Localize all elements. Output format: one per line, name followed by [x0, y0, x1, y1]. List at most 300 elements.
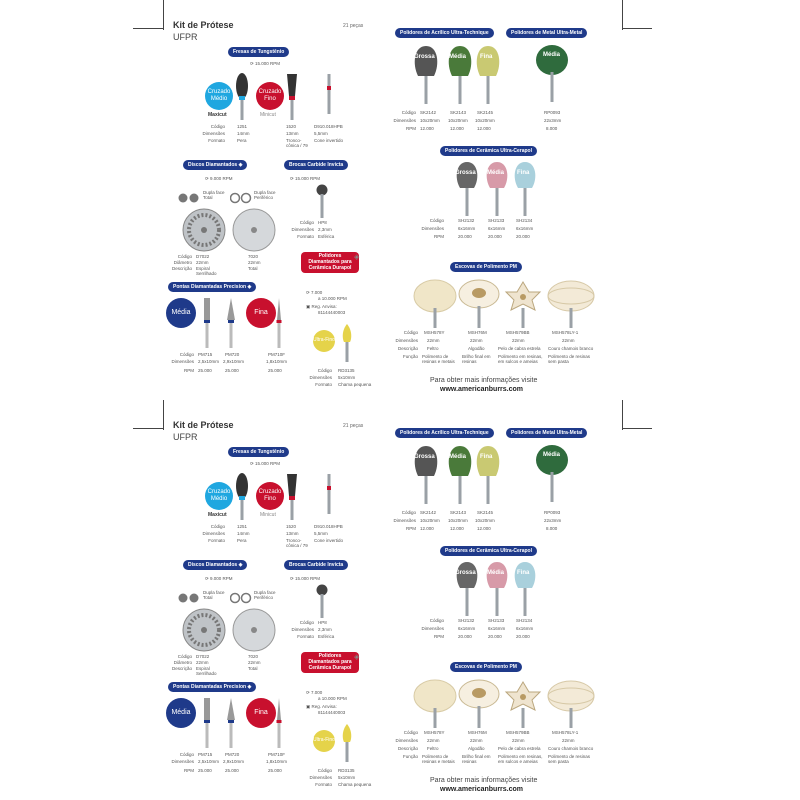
esc-dim-0: 22mm — [427, 738, 440, 743]
prec-codigo-0: PM715 — [198, 752, 213, 757]
label-rpm: RPM — [184, 768, 194, 773]
badge-cruzado-fino: Cruzado Fino — [256, 482, 284, 510]
anvisa-label: ▣ Reg. Anvisa: — [306, 704, 337, 709]
badge-media: Média — [166, 698, 196, 728]
brush-felt-icon — [412, 278, 458, 328]
diamond-logo-icon: ◈ — [354, 254, 360, 261]
label-dimensoes: Dimensões — [421, 226, 444, 231]
cer-dim-2: 6x16mm — [516, 226, 534, 231]
esc-dim-0: 22mm — [427, 338, 440, 343]
disc-desc-1: Total — [248, 666, 258, 671]
ceramic-grade-grossa: Grossa — [455, 570, 476, 576]
cer-codigo-1: SH2133 — [488, 618, 505, 623]
esc-dim-3: 22mm — [562, 738, 575, 743]
section-header-precision — [168, 282, 256, 292]
ceramic-polisher-grossa-icon — [452, 160, 482, 216]
page-title: Kit de Prótese — [173, 420, 234, 430]
tung-dim-2: 5,5mm — [314, 531, 328, 536]
rpm-durapol-high: a 10.000 RPM — [318, 296, 347, 301]
label-codigo: Código — [317, 768, 332, 773]
label-codigo: Código — [403, 730, 418, 735]
acr-dim-3: 22x3mm — [544, 118, 562, 123]
disc-dim-0: 22mm — [196, 260, 209, 265]
esc-func-3: Polimento de resinas sem pasta — [548, 354, 591, 364]
label-dimensoes: Dimensões — [309, 375, 332, 380]
acr-dim-1: 10x20mm — [448, 118, 468, 123]
cer-dim-2: 6x16mm — [516, 626, 534, 631]
grade-media: Média — [449, 454, 467, 460]
crop-mark — [622, 0, 623, 30]
label-codigo: Código — [429, 218, 444, 223]
polisher-grossa-icon — [410, 44, 442, 104]
rpm-discos: ⟳ 9.000 RPM — [205, 176, 233, 181]
section-header-tungstenio: Fresas de Tungstênio — [228, 447, 289, 457]
rpm-tungstenio: ⟳ 15.000 RPM — [250, 461, 281, 466]
rpm-discos: ⟳ 9.000 RPM — [205, 576, 233, 581]
acr-rpm-1: 12.000 — [450, 126, 464, 131]
tung-codigo-1: 1520 — [286, 124, 297, 129]
double-face-peripheral-icon — [230, 192, 252, 204]
label-codigo: Código — [401, 510, 416, 515]
section-header-text: Discos Diamantados — [188, 162, 238, 168]
acr-dim-3: 22x3mm — [544, 518, 562, 523]
label-rpm: RPM — [434, 234, 444, 239]
label-rpm: RPM — [406, 526, 416, 531]
section-header-carbide: Brocas Carbide Invicta — [284, 560, 348, 570]
bur-inverted-cone-icon — [322, 72, 336, 120]
esc-dim-2: 22mm — [512, 338, 525, 343]
diamond-point-tapered-icon — [224, 296, 238, 348]
carbide-formato: Esférica — [318, 234, 335, 239]
section-header-carbide: Brocas Carbide Invicta — [284, 160, 348, 170]
tung-formato-0: Pera — [237, 138, 247, 143]
label-descricao: Descrição — [171, 666, 192, 671]
esc-desc-2: Pelo de cabra estrela — [498, 746, 541, 751]
section-header-acrilico: Polidores de Acrílico Ultra-Technique — [395, 428, 494, 438]
section-header-acrilico: Polidores de Acrílico Ultra-Technique — [395, 28, 494, 38]
ceramic-polisher-fina-icon — [510, 160, 540, 216]
esc-codigo-2: MSH579BB — [506, 730, 530, 735]
esc-desc-0: Feltro — [427, 346, 439, 351]
acr-dim-2: 10x20mm — [475, 118, 495, 123]
bur-tapered-icon — [283, 472, 301, 520]
diamond-point-needle-icon — [272, 696, 286, 748]
rpm-value: 15.000 RPM — [255, 461, 281, 466]
polisher-grossa-icon — [410, 444, 442, 504]
ceramic-grade-media: Média — [487, 570, 505, 576]
label-dupla-periferico: Dupla face Periférico — [254, 590, 276, 600]
label-codigo: Código — [179, 352, 194, 357]
esc-codigo-3: MSH578LY-1 — [552, 330, 579, 335]
website-link[interactable]: www.americanburrs.com — [440, 386, 523, 393]
acr-codigo-1: SK2143 — [450, 510, 467, 515]
anvisa-label: ▣ Reg. Anvisa: — [306, 304, 337, 309]
cer-rpm-0: 20.000 — [458, 234, 472, 239]
crop-mark — [622, 428, 652, 429]
label-dimensoes: Dimensões — [393, 118, 416, 123]
rpm-value: 15.000 RPM — [295, 176, 321, 181]
label-funcao: Função — [402, 754, 418, 759]
rpm-durapol: ⟳ 7.000 — [306, 290, 323, 295]
label-rpm: RPM — [406, 126, 416, 131]
label-codigo: Código — [177, 254, 192, 259]
section-header-durapol: Polidores Diamantados para Cerâmica Durapol — [301, 652, 359, 673]
label-formato: Formato — [315, 382, 332, 387]
section-header-escovas: Escovas de Polimento PM — [450, 262, 522, 272]
carbide-dim: 2,3mm — [318, 227, 332, 232]
tung-formato-2: Cone invertido — [314, 538, 344, 543]
section-header-discos — [183, 160, 247, 170]
page-title: Kit de Prótese — [173, 20, 234, 30]
prec-codigo-2: PM710F — [268, 752, 286, 757]
esc-func-0: Polimento de resinas e metais — [422, 754, 455, 764]
label-codigo: Código — [299, 620, 314, 625]
tung-codigo-0: 1251 — [237, 124, 248, 129]
label-dimensoes: Dimensões — [421, 626, 444, 631]
acr-codigo-2: SK2145 — [477, 510, 494, 515]
prec-rpm-1: 25.000 — [225, 768, 239, 773]
esc-func-3: Polimento de resinas sem pasta — [548, 754, 591, 764]
crop-mark — [163, 0, 164, 30]
durapol-formato: Chama pequena — [338, 382, 372, 387]
grade-media-metal: Média — [543, 452, 561, 458]
cer-codigo-1: SH2133 — [488, 218, 505, 223]
disc-codigo-1: 7020 — [248, 254, 259, 259]
info-text: Para obter mais informações visite — [430, 377, 538, 384]
carbide-ball-bur-icon — [315, 182, 329, 218]
disc-serrated-icon — [182, 608, 226, 652]
rpm-durapol: ⟳ 7.000 — [306, 690, 323, 695]
esc-codigo-0: MSH578Y — [424, 730, 445, 735]
acr-dim-0: 10x20mm — [420, 518, 440, 523]
bur-inverted-cone-icon — [322, 472, 336, 520]
label-dimensoes: Dimensões — [202, 131, 225, 136]
esc-codigo-0: MSH578Y — [424, 330, 445, 335]
esc-codigo-1: MSH76M — [468, 330, 487, 335]
polisher-fina-icon — [472, 44, 504, 104]
metal-polisher-wheel-icon — [534, 442, 570, 502]
label-formato: Formato — [297, 634, 314, 639]
acr-dim-0: 10x20mm — [420, 118, 440, 123]
carbide-codigo: HP8 — [318, 620, 327, 625]
label-codigo: Código — [317, 368, 332, 373]
label-dimensoes: Dimensões — [171, 759, 194, 764]
brush-chamois-icon — [546, 278, 596, 328]
acr-rpm-0: 12.000 — [420, 126, 434, 131]
cer-dim-0: 6x16mm — [458, 626, 476, 631]
crop-mark — [133, 428, 163, 429]
acr-codigo-1: SK2143 — [450, 110, 467, 115]
tung-dim-0: 14mm — [237, 531, 250, 536]
esc-desc-2: Pelo de cabra estrela — [498, 346, 541, 351]
prec-rpm-0: 25.000 — [198, 368, 212, 373]
diamond-logo-icon: ◈ — [247, 284, 252, 290]
section-header-precision — [168, 682, 256, 692]
label-rpm: RPM — [434, 634, 444, 639]
carbide-ball-bur-icon — [315, 582, 329, 618]
diamond-point-icon — [200, 296, 214, 348]
acr-rpm-0: 12.000 — [420, 526, 434, 531]
acr-rpm-3: 8.000 — [546, 126, 558, 131]
ceramic-polisher-media-icon — [482, 560, 512, 616]
ceramic-grade-grossa: Grossa — [455, 170, 476, 176]
durapol-formato: Chama pequena — [338, 782, 372, 787]
esc-desc-0: Feltro — [427, 746, 439, 751]
cer-rpm-1: 20.000 — [488, 634, 502, 639]
esc-dim-3: 22mm — [562, 338, 575, 343]
badge-name-minicut: Minicut — [260, 512, 276, 518]
label-dimensoes: Dimensões — [309, 775, 332, 780]
tung-formato-1: Tronco-cônica / 79 — [286, 138, 308, 148]
rpm-value: 9.000 RPM — [210, 576, 233, 581]
esc-dim-1: 22mm — [470, 738, 483, 743]
prec-rpm-1: 25.000 — [225, 368, 239, 373]
anvisa-number: 81144440003 — [318, 310, 346, 315]
grade-media-metal: Média — [543, 52, 561, 58]
website-link[interactable]: www.americanburrs.com — [440, 786, 523, 793]
cer-codigo-2: SH2134 — [516, 618, 533, 623]
badge-ultra-fino: Ultra-Fino — [313, 330, 335, 352]
disc-dim-0: 22mm — [196, 660, 209, 665]
esc-codigo-2: MSH579BB — [506, 330, 530, 335]
acr-rpm-2: 12.000 — [477, 126, 491, 131]
disc-desc-0: Espiral Serrilhado — [196, 266, 217, 276]
disc-desc-0: Espiral Serrilhado — [196, 666, 217, 676]
cer-dim-1: 6x16mm — [488, 226, 506, 231]
section-header-text: Discos Diamantados — [188, 562, 238, 568]
badge-fina: Fina — [246, 298, 276, 328]
label-descricao: Descrição — [397, 346, 418, 351]
double-face-total-icon — [178, 192, 200, 204]
badge-ultra-fino: Ultra-Fino — [313, 730, 335, 752]
section-header-metal: Polidores de Metal Ultra-Metal — [506, 428, 587, 438]
label-formato: Formato — [315, 782, 332, 787]
tung-codigo-1: 1520 — [286, 524, 297, 529]
rpm-value: 9.000 RPM — [210, 176, 233, 181]
rpm-carbide: ⟳ 15.000 RPM — [290, 176, 321, 181]
diamond-point-tapered-icon — [224, 696, 238, 748]
disc-codigo-1: 7020 — [248, 654, 259, 659]
label-dupla-periferico: Dupla face Periférico — [254, 190, 276, 200]
section-header-tungstenio: Fresas de Tungstênio — [228, 47, 289, 57]
rpm-carbide: ⟳ 15.000 RPM — [290, 576, 321, 581]
tung-formato-0: Pera — [237, 538, 247, 543]
label-descricao: Descrição — [171, 266, 192, 271]
prec-dim-2: 1,8x10mm — [266, 759, 288, 764]
cer-rpm-1: 20.000 — [488, 234, 502, 239]
label-formato: Formato — [297, 234, 314, 239]
metal-polisher-wheel-icon — [534, 42, 570, 102]
bur-tapered-icon — [283, 72, 301, 120]
grade-fina: Fina — [480, 54, 493, 60]
rpm-tungstenio: ⟳ 15.000 RPM — [250, 61, 281, 66]
tung-formato-1: Tronco-cônica / 79 — [286, 538, 308, 548]
badge-media: Média — [166, 298, 196, 328]
ceramic-grade-media: Média — [487, 170, 505, 176]
esc-codigo-3: MSH578LY-1 — [552, 730, 579, 735]
label-dimensoes: Dimensões — [395, 338, 418, 343]
cer-codigo-2: SH2134 — [516, 218, 533, 223]
polisher-fina-icon — [472, 444, 504, 504]
brush-felt-icon — [412, 678, 458, 728]
label-dimensoes: Dimensões — [171, 359, 194, 364]
durapol-dim: 5x10mm — [338, 775, 356, 780]
bur-pear-icon — [233, 472, 251, 520]
cer-dim-1: 6x16mm — [488, 626, 506, 631]
grade-media: Média — [449, 54, 467, 60]
ceramic-grade-fina: Fina — [517, 170, 530, 176]
esc-desc-3: Couro chamois branco — [548, 346, 594, 351]
esc-desc-1: Algodão — [468, 346, 485, 351]
disc-codigo-0: D7022 — [196, 254, 210, 259]
label-codigo: Código — [179, 752, 194, 757]
esc-func-2: Polimento em resinas, em sulcos e ameias — [498, 754, 543, 764]
diamond-point-needle-icon — [272, 296, 286, 348]
acr-codigo-3: RP0093 — [544, 110, 561, 115]
piece-count: 21 peças — [343, 23, 364, 29]
diamond-point-icon — [200, 696, 214, 748]
disc-serrated-icon — [182, 208, 226, 252]
prec-rpm-2: 25.000 — [268, 768, 282, 773]
tung-codigo-2: D910.018HPB — [314, 524, 343, 529]
acr-codigo-2: SK2145 — [477, 110, 494, 115]
acr-dim-1: 10x20mm — [448, 518, 468, 523]
disc-codigo-0: D7022 — [196, 654, 210, 659]
durapol-dim: 5x10mm — [338, 375, 356, 380]
disc-desc-1: Total — [248, 266, 258, 271]
prec-dim-1: 2,9x10mm — [223, 759, 245, 764]
label-dupla-total: Dupla face Total — [203, 590, 225, 600]
section-header-escovas: Escovas de Polimento PM — [450, 662, 522, 672]
brush-goat-hair-star-icon — [500, 678, 546, 728]
esc-func-2: Polimento em resinas, em sulcos e ameias — [498, 354, 543, 364]
rpm-value: 15.000 RPM — [255, 61, 281, 66]
label-codigo: Código — [299, 220, 314, 225]
prec-codigo-1: PM720 — [225, 352, 240, 357]
tung-dim-2: 5,5mm — [314, 131, 328, 136]
page-subtitle: UFPR — [173, 32, 198, 42]
disc-total-icon — [232, 208, 276, 252]
diamond-logo-icon: ◈ — [354, 654, 360, 661]
page-subtitle: UFPR — [173, 432, 198, 442]
badge-fina: Fina — [246, 698, 276, 728]
label-codigo: Código — [177, 654, 192, 659]
acr-codigo-3: RP0093 — [544, 510, 561, 515]
grade-grossa: Grossa — [414, 54, 435, 60]
anvisa-label-text: Reg. Anvisa: — [311, 304, 337, 309]
anvisa-number: 81144440003 — [318, 710, 346, 715]
esc-func-0: Polimento de resinas e metais — [422, 354, 455, 364]
tung-codigo-0: 1251 — [237, 524, 248, 529]
esc-codigo-1: MSH76M — [468, 730, 487, 735]
label-codigo: Código — [403, 330, 418, 335]
acr-dim-2: 10x20mm — [475, 518, 495, 523]
carbide-codigo: HP8 — [318, 220, 327, 225]
disc-dim-1: 22mm — [248, 660, 261, 665]
section-header-ceramica: Polidores de Cerâmica Ultra-Cerapol — [440, 146, 537, 156]
section-header-discos — [183, 560, 247, 570]
badge-name-maxicut: Maxicut — [208, 112, 227, 118]
cer-codigo-0: SH2132 — [458, 218, 475, 223]
label-rpm: RPM — [184, 368, 194, 373]
diamond-logo-icon: ◈ — [247, 684, 252, 690]
esc-func-1: Brilho final em resinas — [462, 754, 491, 764]
esc-func-1: Brilho final em resinas — [462, 354, 491, 364]
carbide-formato: Esférica — [318, 634, 335, 639]
crop-mark — [133, 28, 163, 29]
acr-rpm-3: 8.000 — [546, 526, 558, 531]
diamond-logo-icon: ◈ — [238, 562, 243, 568]
brush-goat-hair-star-icon — [500, 278, 546, 328]
label-codigo: Código — [210, 124, 225, 129]
label-codigo: Código — [429, 618, 444, 623]
acr-codigo-0: SK2142 — [420, 510, 437, 515]
cer-codigo-0: SH2132 — [458, 618, 475, 623]
piece-count: 21 peças — [343, 423, 364, 429]
tung-codigo-2: D910.018HPB — [314, 124, 343, 129]
label-dimensoes: Dimensões — [291, 627, 314, 632]
cer-rpm-2: 20.000 — [516, 234, 530, 239]
badge-cruzado-fino: Cruzado Fino — [256, 82, 284, 110]
durapol-codigo: RD3135 — [338, 768, 355, 773]
label-codigo: Código — [401, 110, 416, 115]
acr-rpm-2: 12.000 — [477, 526, 491, 531]
anvisa-label-text: Reg. Anvisa: — [311, 704, 337, 709]
ceramic-polisher-media-icon — [482, 160, 512, 216]
prec-dim-2: 1,8x10mm — [266, 359, 288, 364]
rpm-value-low: 7.000 — [311, 690, 323, 695]
diamond-logo-icon: ◈ — [238, 162, 243, 168]
esc-desc-1: Algodão — [468, 746, 485, 751]
label-formato: Formato — [208, 538, 225, 543]
rpm-durapol-high: a 10.000 RPM — [318, 696, 347, 701]
section-header-metal: Polidores de Metal Ultra-Metal — [506, 28, 587, 38]
prec-dim-0: 2,5x10mm — [198, 359, 220, 364]
section-header-durapol: Polidores Diamantados para Cerâmica Durapol — [301, 252, 359, 273]
crop-mark — [163, 400, 164, 430]
prec-rpm-2: 25.000 — [268, 368, 282, 373]
double-face-total-icon — [178, 592, 200, 604]
durapol-codigo: RD3135 — [338, 368, 355, 373]
prec-dim-1: 2,9x10mm — [223, 359, 245, 364]
badge-cruzado-medio: Cruzado Médio — [205, 82, 233, 110]
double-face-peripheral-icon — [230, 592, 252, 604]
tung-dim-0: 14mm — [237, 131, 250, 136]
prec-codigo-1: PM720 — [225, 752, 240, 757]
ceramic-polisher-fina-icon — [510, 560, 540, 616]
info-text: Para obter mais informações visite — [430, 777, 538, 784]
section-header-text: Pontas Diamantadas Precision — [173, 284, 247, 290]
esc-desc-3: Couro chamois branco — [548, 746, 594, 751]
polisher-flame-icon — [340, 322, 354, 362]
grade-grossa: Grossa — [414, 454, 435, 460]
prec-dim-0: 2,5x10mm — [198, 759, 220, 764]
label-descricao: Descrição — [397, 746, 418, 751]
rpm-value: 15.000 RPM — [295, 576, 321, 581]
cer-rpm-2: 20.000 — [516, 634, 530, 639]
tung-dim-1: 13mm — [286, 531, 299, 536]
prec-rpm-0: 25.000 — [198, 768, 212, 773]
brush-cotton-icon — [456, 278, 502, 328]
label-codigo: Código — [210, 524, 225, 529]
label-funcao: Função — [402, 354, 418, 359]
prec-codigo-2: PM710F — [268, 352, 286, 357]
label-dupla-total: Dupla face Total — [203, 190, 225, 200]
carbide-dim: 2,3mm — [318, 627, 332, 632]
bur-pear-icon — [233, 72, 251, 120]
section-header-ceramica: Polidores de Cerâmica Ultra-Cerapol — [440, 546, 537, 556]
label-dimensoes: Dimensões — [202, 531, 225, 536]
